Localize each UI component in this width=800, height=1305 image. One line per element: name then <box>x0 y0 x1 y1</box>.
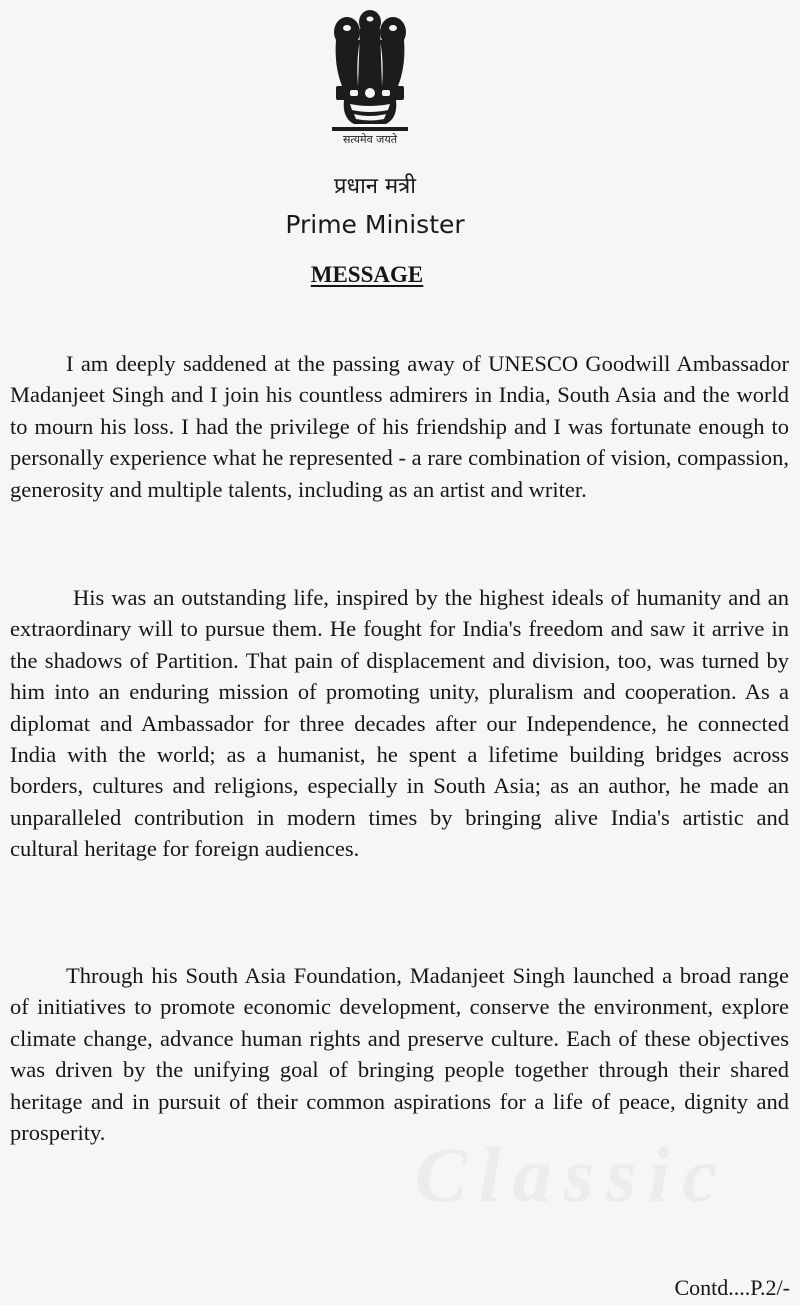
message-heading: MESSAGE <box>310 262 424 287</box>
message-paragraph-3 <box>10 960 789 1148</box>
national-emblem-icon <box>328 6 412 134</box>
office-title-hindi: प्रधान मत्री <box>334 174 416 199</box>
continuation-note: Contd....P.2/- <box>674 1275 790 1300</box>
message-paragraph-2 <box>10 582 789 865</box>
paragraph-text: His was an outstanding life, inspired by the highest ideals of humanity and an extraordinary will to pursue them. He fought for India's freedom and saw it arrive in the shadows of Partition. That pain of displacement and division, too, was turned by him into an enduring mission of promoting unity, pluralism and cooperation. As a diplomat and Ambassador for three decades after our Independence, he connected India with the world; as a humanist, he spent a lifetime building bridges across borders, cultures and religions, especially in South Asia; as an author, he made an unparalleled contribution in modern times by bringing alive India's artistic and cultural heritage for foreign audiences. <box>10 585 789 862</box>
office-title: Prime Minister <box>285 210 465 239</box>
message-paragraph-1 <box>10 348 789 505</box>
paragraph-text: I am deeply saddened at the passing away of UNESCO Goodwill Ambassador Madanjeet Singh and I join his countless admirers in India, South Asia and the world to mourn his loss. I had the privilege of his friendship and I was fortunate enough to personally experience what he represented - a rare combination of vision, compassion, generosity and multiple talents, including as an artist and writer. <box>10 351 789 502</box>
paragraph-text: Through his South Asia Foundation, Madanjeet Singh launched a broad range of initiatives to promote economic development, conserve the environment, explore climate change, advance human rights and preserve culture. Each of these objectives was driven by the unifying goal of bringing people together through their shared heritage and in pursuit of their common aspirations for a life of peace, dignity and prosperity. <box>10 963 789 1146</box>
watermark: Classic <box>415 1131 729 1218</box>
emblem-motto: सत्यमेव जयते <box>342 133 397 146</box>
